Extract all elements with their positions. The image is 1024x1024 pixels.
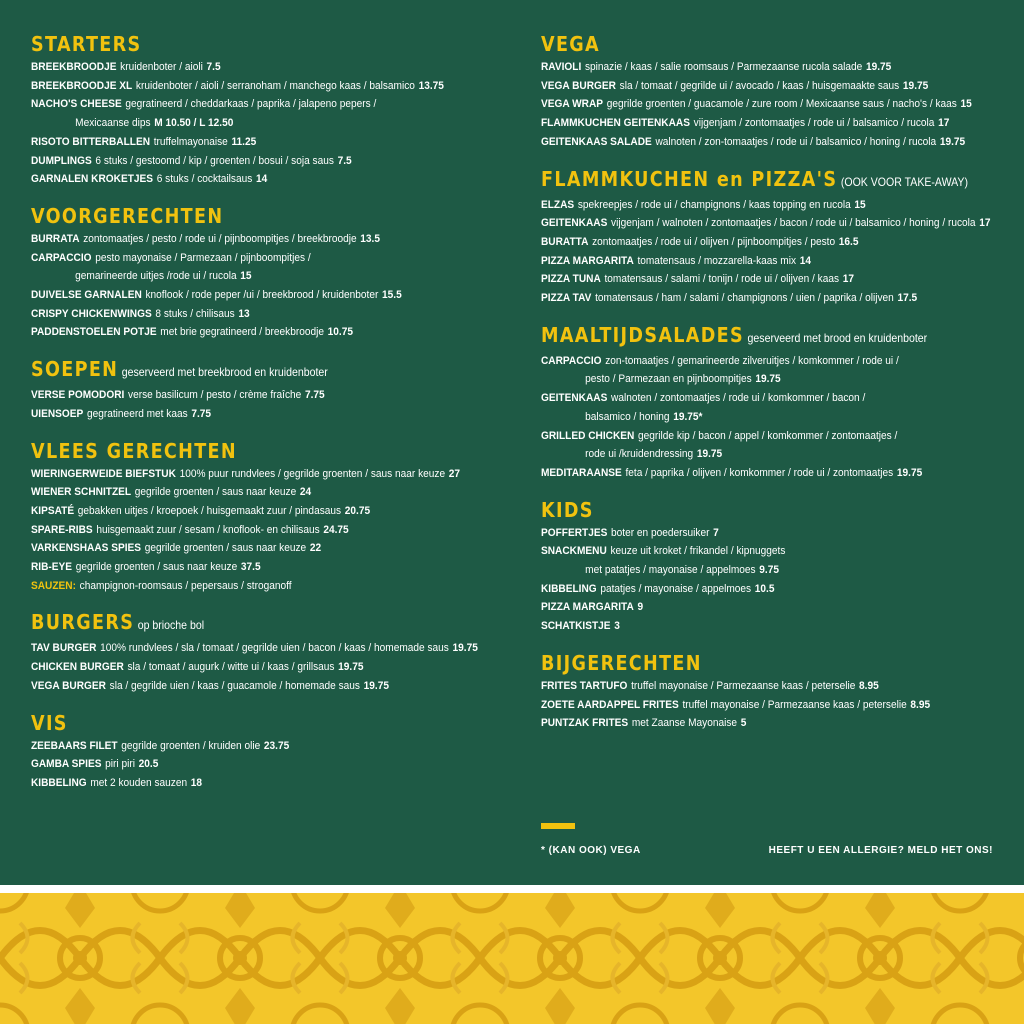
section-heading — [31, 709, 453, 737]
accent-bar — [541, 823, 575, 829]
menu-item — [31, 737, 473, 756]
item-name: GEITENKAAS — [541, 392, 608, 405]
item-description: knoflook / rode peper /ui / breekbrood / kruidenboter — [145, 289, 379, 302]
menu-item — [31, 305, 473, 324]
menu-item — [31, 95, 473, 114]
item-price: 19.75 — [696, 448, 723, 461]
menu-item — [31, 133, 473, 152]
section-title: KIDS — [541, 497, 594, 522]
item-price: 19.75 — [939, 135, 966, 148]
section-title: VEGA — [541, 32, 601, 56]
item-price: 15 — [960, 98, 972, 111]
menu-item — [541, 233, 973, 252]
item-description: tomatensaus / mozzarella-kaas mix — [637, 254, 797, 267]
allergy-note: HEEFT U EEN ALLERGIE? MELD HET ONS! — [768, 845, 993, 856]
item-description: pesto / Parmezaan en pijnboompitjes — [585, 373, 752, 386]
menu-item — [541, 427, 973, 446]
item-price: 19.75 — [338, 661, 364, 674]
item-price: 13 — [238, 307, 250, 320]
item-price: 17 — [979, 217, 991, 230]
section-heading — [541, 321, 955, 352]
item-name: WIERINGERWEIDE BIEFSTUK — [31, 467, 176, 480]
item-description: gegrilde groenten / saus naar keuze — [75, 561, 238, 574]
item-description: sla / tomaat / gegrilde ui / avocado / kaas / huisgemaakte saus — [619, 79, 900, 92]
section-heading — [31, 355, 453, 386]
menu-item — [31, 152, 473, 171]
item-price: 7.5 — [337, 154, 352, 167]
item-price: 17 — [842, 273, 854, 286]
menu-item — [541, 714, 973, 733]
item-description: truffel mayonaise / Parmezaanse kaas / peterselie — [631, 679, 856, 692]
item-name: VEGA BURGER — [31, 679, 106, 692]
menu-item — [541, 542, 973, 561]
item-name: GEITENKAAS — [541, 217, 608, 230]
menu-item — [31, 502, 473, 521]
item-name: PIZZA MARGARITA — [541, 254, 634, 267]
section-heading — [541, 30, 955, 58]
menu-item — [541, 598, 973, 617]
item-description: truffel mayonaise / Parmezaanse kaas / peterselie — [682, 698, 907, 711]
item-description: gebakken uitjes / kroepoek / huisgemaakt zuur / pindasaus — [77, 504, 342, 517]
item-name: CARPACCIO — [541, 354, 602, 367]
item-description: met 2 kouden sauzen — [90, 776, 188, 789]
item-description: rode ui /kruidendressing — [585, 448, 694, 461]
menu-item — [31, 323, 473, 342]
menu-section — [31, 709, 511, 793]
vega-note: * (KAN OOK) VEGA — [541, 845, 641, 856]
item-description: gegratineerd met kaas — [86, 407, 188, 420]
item-description: zon-tomaatjes / gemarineerde zilveruitjes / komkommer / rode ui / — [605, 354, 899, 367]
menu-item — [31, 539, 473, 558]
item-price: 10.5 — [754, 582, 775, 595]
item-description: truffelmayonaise — [153, 135, 228, 148]
item-price: 18 — [190, 776, 203, 789]
item-description: 8 stuks / chilisaus — [155, 307, 235, 320]
section-subtitle: geserveerd met breekbrood en kruidenboter — [121, 365, 328, 380]
section-subtitle: (OOK VOOR TAKE-AWAY) — [840, 174, 968, 189]
item-description: met patatjes / mayonaise / appelmoes — [585, 564, 756, 577]
item-name: GRILLED CHICKEN — [541, 429, 635, 442]
menu-item — [31, 58, 473, 77]
item-description: tomatensaus / salami / tonijn / rode ui / olijven / kaas — [604, 273, 840, 286]
item-price: 7 — [713, 526, 719, 539]
tile-pattern-border — [0, 893, 1024, 1024]
item-description: sla / gegrilde uien / kaas / guacamole / homemade saus — [109, 679, 361, 692]
item-name: UIENSOEP — [31, 407, 84, 420]
menu-item — [541, 617, 973, 636]
item-description: verse basilicum / pesto / crème fraîche — [128, 389, 302, 402]
menu-section — [31, 437, 511, 596]
item-price: 20.5 — [138, 758, 159, 771]
item-description: gegrilde groenten / guacamole / zure room / Mexicaanse saus / nacho's / kaas — [606, 98, 957, 111]
item-name: ELZAS — [541, 198, 575, 211]
section-subtitle: op brioche bol — [137, 618, 205, 633]
item-price: 13.5 — [360, 232, 380, 245]
section-title: VLEES GERECHTEN — [31, 438, 237, 463]
item-description: walnoten / zontomaatjes / rode ui / komkommer / bacon / — [611, 392, 866, 405]
item-name: PIZZA TAV — [541, 292, 592, 305]
item-name: POFFERTJES — [541, 526, 608, 539]
item-price: 37.5 — [240, 561, 261, 574]
item-name: BREEKBROODJE — [31, 61, 117, 73]
item-price: 15 — [240, 270, 252, 283]
item-price: 11.25 — [231, 135, 257, 148]
item-name: KIBBELING — [31, 776, 87, 789]
menu-item — [541, 445, 973, 464]
menu-item — [541, 214, 991, 233]
item-name: CARPACCIO — [31, 251, 92, 264]
menu-section — [31, 608, 511, 695]
section-title: MAALTIJDSALADES — [541, 322, 745, 347]
menu-section — [541, 30, 1011, 152]
item-description: champignon-roomsaus / pepersaus / stroganoff — [79, 579, 292, 592]
item-name: RAVIOLI — [541, 61, 582, 73]
item-name: CRISPY CHICKENWINGS — [31, 307, 152, 320]
menu-item — [31, 267, 473, 286]
item-name: SCHATKISTJE — [541, 620, 611, 633]
menu-section — [541, 165, 1011, 308]
item-description: feta / paprika / olijven / komkommer / rode ui / zontomaatjes — [625, 466, 894, 479]
menu-section — [31, 202, 511, 342]
menu-item — [31, 386, 473, 405]
item-name: RISOTO BITTERBALLEN — [31, 135, 151, 148]
item-description: gegratineerd / cheddarkaas / paprika / jalapeno pepers / — [125, 98, 377, 111]
item-description: balsamico / honing — [585, 410, 670, 423]
menu-item — [31, 483, 473, 502]
item-name: BREEKBROODJE XL — [31, 79, 133, 92]
item-name: BURRATA — [31, 232, 80, 245]
item-description: gegrilde groenten / saus naar keuze — [134, 486, 297, 499]
section-heading — [31, 202, 453, 230]
item-price: 17 — [938, 117, 950, 130]
item-price: 27 — [448, 467, 461, 480]
section-heading — [31, 30, 453, 58]
menu-item — [541, 77, 973, 96]
item-description: vijgenjam / walnoten / zontomaatjes / bacon / rode ui / balsamico / honing / rucola — [611, 217, 976, 230]
item-name: NACHO'S CHEESE — [31, 98, 122, 111]
item-description: gemarineerde uitjes /rode ui / rucola — [75, 270, 237, 283]
item-price: 9.75 — [759, 564, 779, 577]
item-price: 19.75 — [902, 79, 929, 92]
item-description: 6 stuks / gestoomd / kip / groenten / bosui / soja saus — [95, 154, 334, 167]
item-description: 6 stuks / cocktailsaus — [156, 173, 253, 186]
item-price: 23.75 — [263, 739, 290, 752]
item-name: RIB-EYE — [31, 561, 73, 574]
menu-item — [31, 114, 473, 133]
item-price: 17.5 — [897, 292, 918, 305]
menu-item — [31, 465, 473, 484]
section-title: STARTERS — [31, 32, 142, 56]
item-price: 15 — [854, 198, 866, 211]
item-price: M 10.50 / L 12.50 — [154, 117, 234, 130]
item-price: 9 — [637, 601, 644, 614]
menu-item — [541, 389, 973, 408]
menu-item — [541, 196, 973, 215]
section-heading — [31, 437, 453, 465]
section-title: VOORGERECHTEN — [31, 203, 224, 228]
item-description: spekreepjes / rode ui / champignons / kaas topping en rucola — [577, 198, 851, 211]
menu-item — [541, 270, 973, 289]
item-description: tomatensaus / ham / salami / champignons / uien / paprika / olijven — [595, 292, 894, 305]
menu-item — [541, 370, 973, 389]
item-price: 13.75 — [418, 79, 444, 92]
item-description: kruidenboter / aioli — [120, 61, 203, 73]
item-name: DUMPLINGS — [31, 154, 92, 167]
menu-item — [31, 77, 473, 96]
item-price: 19.75 — [755, 373, 781, 386]
item-name: GEITENKAAS SALADE — [541, 135, 652, 148]
menu-section — [31, 355, 511, 423]
item-price: 8.95 — [910, 698, 931, 711]
item-name: SAUZEN: — [31, 579, 76, 592]
menu-item — [31, 286, 473, 305]
item-description: gegrilde groenten / saus naar keuze — [144, 542, 307, 555]
menu-item — [31, 170, 473, 189]
menu-item — [31, 639, 478, 658]
item-name: GARNALEN KROKETJES — [31, 173, 154, 186]
item-description: spinazie / kaas / salie roomsaus / Parmezaanse rucola salade — [584, 61, 863, 73]
item-price: 22 — [309, 542, 322, 555]
item-name: MEDITARAANSE — [541, 466, 622, 479]
menu-item — [31, 774, 473, 793]
menu-section — [541, 649, 1011, 733]
item-description: keuze uit kroket / frikandel / kipnuggets — [610, 545, 786, 558]
menu-item — [541, 677, 973, 696]
item-name: BURATTA — [541, 235, 589, 248]
menu-section — [31, 30, 511, 189]
item-description: met Zaanse Mayonaise — [631, 717, 738, 730]
item-description: 100% rundvlees / sla / tomaat / gegrilde uien / bacon / kaas / homemade saus — [100, 642, 449, 655]
menu-item — [541, 58, 973, 77]
item-name: ZOETE AARDAPPEL FRITES — [541, 698, 679, 711]
menu-item — [31, 658, 473, 677]
menu-item — [541, 133, 973, 152]
item-name: FLAMMKUCHEN GEITENKAAS — [541, 117, 690, 130]
menu-item — [31, 230, 473, 249]
right-column — [541, 30, 1011, 733]
item-name: GAMBA SPIES — [31, 758, 102, 771]
menu-item — [541, 561, 973, 580]
menu-footer — [541, 823, 993, 873]
menu-section — [541, 321, 1011, 483]
item-description: kruidenboter / aioli / serranoham / manchego kaas / balsamico — [135, 79, 415, 92]
item-name: PIZZA MARGARITA — [541, 601, 634, 614]
item-description: Mexicaanse dips — [75, 117, 151, 130]
item-description: gegrilde kip / bacon / appel / komkommer / zontomaatjes / — [638, 429, 898, 442]
item-price: 7.75 — [191, 407, 212, 420]
item-name: SNACKMENU — [541, 545, 607, 558]
menu-item — [31, 249, 473, 268]
left-column — [31, 30, 511, 793]
menu-item — [31, 521, 473, 540]
item-price: 24.75 — [323, 523, 349, 536]
item-price: 7.5 — [206, 61, 221, 73]
section-heading — [541, 649, 955, 677]
section-heading — [31, 608, 453, 639]
section-title: BURGERS — [31, 610, 135, 635]
item-name: VEGA WRAP — [541, 98, 604, 111]
section-title: VIS — [31, 710, 68, 735]
item-price: 19.75 — [865, 61, 892, 73]
item-description: gegrilde groenten / kruiden olie — [121, 739, 261, 752]
section-heading — [541, 496, 955, 524]
item-price: 19.75 — [452, 642, 478, 655]
item-description: 100% puur rundvlees / gegrilde groenten / saus naar keuze — [179, 467, 446, 480]
menu-item — [541, 252, 973, 271]
section-title: BIJGERECHTEN — [541, 650, 702, 675]
item-description: walnoten / zon-tomaatjes / rode ui / balsamico / honing / rucola — [655, 135, 937, 148]
menu-item — [541, 464, 973, 483]
tile-pattern — [0, 893, 1024, 1024]
section-title: FLAMMKUCHEN en PIZZA'S — [541, 166, 838, 191]
item-price: 8.95 — [859, 679, 879, 692]
item-name: PIZZA TUNA — [541, 273, 601, 286]
item-description: zontomaatjes / rode ui / olijven / pijnboompitjes / pesto — [592, 235, 836, 248]
item-description: patatjes / mayonaise / appelmoes — [600, 582, 752, 595]
item-price: 5 — [740, 717, 747, 730]
menu-item — [31, 677, 473, 696]
item-name: CHICKEN BURGER — [31, 661, 124, 674]
item-name: TAV BURGER — [31, 642, 97, 655]
section-heading — [541, 165, 968, 196]
item-name: WIENER SCHNITZEL — [31, 486, 132, 499]
item-description: piri piri — [105, 758, 135, 771]
item-price: 14 — [255, 173, 268, 186]
item-name: PUNTZAK FRITES — [541, 717, 629, 730]
item-name: KIBBELING — [541, 582, 597, 595]
menu-item — [541, 95, 973, 114]
item-name: VERSE POMODORI — [31, 389, 125, 402]
item-name: FRITES TARTUFO — [541, 679, 628, 692]
item-price: 3 — [614, 620, 620, 633]
item-name: PADDENSTOELEN POTJE — [31, 326, 157, 339]
menu-section — [541, 496, 1011, 636]
sauces-row — [31, 577, 473, 596]
menu-item — [541, 289, 973, 308]
menu-item — [31, 755, 473, 774]
menu-item — [541, 696, 973, 715]
menu-item — [541, 114, 973, 133]
menu-item — [31, 558, 473, 577]
item-price: 15.5 — [382, 289, 402, 302]
menu-item — [541, 352, 973, 371]
item-price: 24 — [299, 486, 312, 499]
item-price: 14 — [799, 254, 812, 267]
menu-item — [541, 408, 973, 427]
item-price: 10.75 — [327, 326, 353, 339]
item-price: 16.5 — [838, 235, 859, 248]
item-name: VARKENSHAAS SPIES — [31, 542, 142, 555]
item-price: 20.75 — [344, 504, 371, 517]
item-name: KIPSATÉ — [31, 504, 75, 517]
item-price: 7.75 — [304, 389, 325, 402]
section-subtitle: geserveerd met brood en kruidenboter — [747, 330, 928, 345]
item-price: 19.75* — [673, 410, 703, 423]
item-description: met brie gegratineerd / breekbroodje — [160, 326, 324, 339]
item-name: ZEEBAARS FILET — [31, 739, 118, 752]
item-name: SPARE-RIBS — [31, 523, 93, 536]
item-description: vijgenjam / zontomaatjes / rode ui / balsamico / rucola — [693, 117, 935, 130]
item-name: DUIVELSE GARNALEN — [31, 289, 142, 302]
item-description: pesto mayonaise / Parmezaan / pijnboompitjes / — [95, 251, 311, 264]
item-description: huisgemaakt zuur / sesam / knoflook- en chilisaus — [96, 523, 320, 536]
item-description: boter en poedersuiker — [611, 526, 710, 539]
item-description: zontomaatjes / pesto / rode ui / pijnboompitjes / breekbroodje — [83, 232, 357, 245]
item-description: sla / tomaat / augurk / witte ui / kaas / grillsaus — [127, 661, 335, 674]
item-name: VEGA BURGER — [541, 79, 616, 92]
item-price: 19.75 — [363, 679, 390, 692]
menu-item — [31, 405, 473, 424]
menu-item — [541, 580, 973, 599]
item-price: 19.75 — [896, 466, 923, 479]
menu-item — [541, 524, 973, 543]
section-title: SOEPEN — [31, 357, 119, 382]
